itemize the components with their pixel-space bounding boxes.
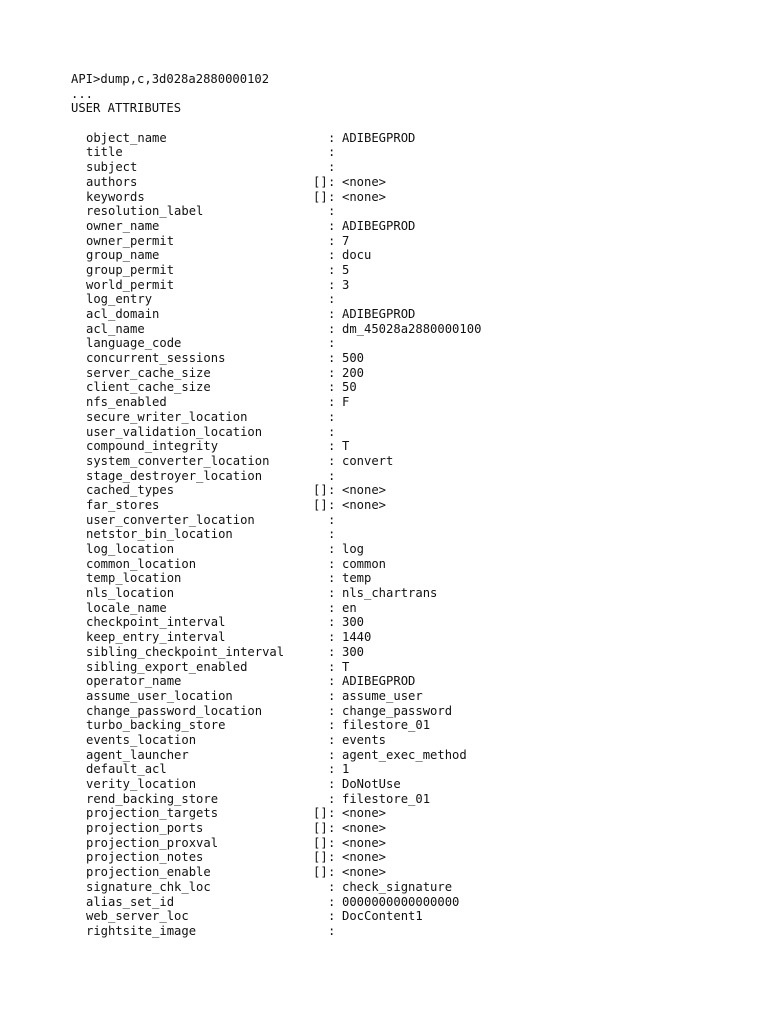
attribute-separator: : (328, 145, 336, 160)
attribute-name: cached_types (86, 483, 175, 498)
attribute-name: nls_location (86, 586, 175, 601)
attribute-name: turbo_backing_store (86, 718, 226, 733)
attribute-value: filestore_01 (342, 791, 431, 806)
attribute-separator: : (328, 865, 336, 880)
attribute-value: filestore_01 (342, 718, 431, 733)
attribute-separator: : (328, 791, 336, 806)
attribute-row (71, 836, 751, 851)
attribute-row (71, 263, 751, 278)
attribute-row (71, 924, 751, 939)
attribute-separator: : (328, 732, 336, 747)
attribute-row (71, 190, 751, 205)
attribute-name: signature_chk_loc (86, 879, 211, 894)
attribute-separator: : (328, 688, 336, 703)
attribute-row (71, 704, 751, 719)
attribute-separator: : (328, 777, 336, 791)
attribute-name: projection_proxval (86, 835, 219, 850)
attribute-row (71, 351, 751, 366)
attribute-name: subject (86, 160, 138, 175)
attribute-name: world_permit (86, 277, 175, 292)
attribute-value: ADIBEGPROD (342, 674, 416, 689)
attribute-row (71, 483, 751, 498)
attribute-separator: : (328, 483, 336, 498)
attribute-separator: : (328, 336, 336, 351)
attribute-separator: : (328, 630, 336, 645)
attribute-array-marker: [] (313, 497, 328, 512)
attribute-row (71, 204, 751, 219)
attribute-name: operator_name (86, 674, 182, 689)
attribute-array-marker: [] (313, 174, 328, 189)
attribute-separator: : (328, 174, 336, 189)
attribute-row (71, 689, 751, 704)
attribute-separator: : (328, 659, 336, 674)
attribute-name: title (86, 145, 123, 160)
attribute-array-marker: [] (313, 850, 328, 865)
attribute-name: assume_user_location (86, 688, 233, 703)
attribute-value: <none> (342, 497, 387, 512)
attribute-name: temp_location (86, 571, 182, 586)
attribute-name: group_permit (86, 262, 175, 277)
attribute-name: projection_ports (86, 821, 204, 836)
attribute-row (71, 498, 751, 513)
attribute-name: sibling_export_enabled (86, 659, 248, 674)
attribute-separator: : (328, 292, 336, 307)
attribute-array-marker: [] (313, 835, 328, 850)
attribute-row (71, 527, 751, 542)
attribute-name: checkpoint_interval (86, 615, 226, 630)
api-dump-output (71, 72, 751, 939)
attribute-name: common_location (86, 556, 197, 571)
attribute-name: web_server_loc (86, 909, 189, 924)
attribute-name: authors (86, 174, 138, 189)
attribute-row (71, 865, 751, 880)
attribute-value: 0000000000000000 (342, 894, 460, 909)
attribute-array-marker: [] (313, 821, 328, 836)
attribute-name: locale_name (86, 600, 167, 615)
attribute-name: default_acl (86, 762, 167, 777)
attribute-value: 1440 (342, 630, 372, 645)
attribute-value: <none> (342, 821, 387, 836)
attribute-separator: : (328, 571, 336, 586)
attribute-value: DoNotUse (342, 777, 401, 791)
attribute-row (71, 160, 751, 175)
attribute-separator: : (328, 497, 336, 512)
attribute-separator: : (328, 130, 336, 145)
attribute-name: keywords (86, 189, 145, 204)
attribute-value: T (342, 439, 350, 454)
attribute-separator: : (328, 600, 336, 615)
attribute-value: 1 (342, 762, 350, 777)
attribute-row (71, 366, 751, 381)
attribute-name: user_converter_location (86, 512, 255, 527)
attribute-separator: : (328, 365, 336, 380)
attribute-array-marker: [] (313, 806, 328, 821)
attribute-separator: : (328, 909, 336, 924)
attribute-name: rightsite_image (86, 923, 197, 938)
command-line: API>dump,c,3d028a2880000102 (71, 72, 270, 86)
attribute-row (71, 762, 751, 777)
attribute-row (71, 909, 751, 924)
attribute-name: alias_set_id (86, 894, 175, 909)
attribute-separator: : (328, 821, 336, 836)
attribute-row (71, 895, 751, 910)
attribute-list (71, 131, 751, 939)
attribute-separator: : (328, 189, 336, 204)
attribute-value: <none> (342, 865, 387, 880)
attribute-row (71, 630, 751, 645)
attribute-separator: : (328, 879, 336, 894)
attribute-row (71, 248, 751, 263)
attribute-row (71, 307, 751, 322)
attribute-row (71, 542, 751, 557)
attribute-value: <none> (342, 835, 387, 850)
attribute-separator: : (328, 586, 336, 601)
attribute-row (71, 733, 751, 748)
attribute-row (71, 792, 751, 807)
attribute-array-marker: [] (313, 483, 328, 498)
attribute-value: 300 (342, 644, 365, 659)
attribute-name: language_code (86, 336, 182, 351)
attribute-name: netstor_bin_location (86, 527, 233, 542)
attribute-separator: : (328, 468, 336, 483)
attribute-separator: : (328, 542, 336, 556)
attribute-value: 3 (342, 277, 350, 292)
attribute-row (71, 586, 751, 601)
attribute-value: common (342, 556, 387, 571)
attribute-separator: : (328, 453, 336, 468)
attribute-value: F (342, 395, 350, 410)
attribute-value: agent_exec_method (342, 747, 467, 762)
ellipsis-line: ... (71, 86, 94, 101)
blank-line (71, 116, 751, 131)
attribute-value: 5 (342, 262, 350, 277)
attribute-row (71, 821, 751, 836)
attribute-name: user_validation_location (86, 424, 263, 439)
attribute-value: dm_45028a2880000100 (342, 321, 482, 336)
attribute-row (71, 145, 751, 160)
attribute-row (71, 278, 751, 293)
attribute-name: owner_name (86, 218, 160, 233)
attribute-row (71, 660, 751, 675)
attribute-separator: : (328, 409, 336, 424)
attribute-separator: : (328, 615, 336, 630)
attribute-separator: : (328, 233, 336, 248)
attribute-separator: : (328, 806, 336, 821)
attribute-separator: : (328, 439, 336, 454)
attribute-value: temp (342, 571, 372, 586)
attribute-row (71, 410, 751, 425)
attribute-name: keep_entry_interval (86, 630, 226, 645)
attribute-value: docu (342, 248, 372, 263)
attribute-separator: : (328, 718, 336, 733)
attribute-value: <none> (342, 806, 387, 821)
attribute-value: convert (342, 453, 394, 468)
attribute-row (71, 439, 751, 454)
attribute-row (71, 219, 751, 234)
attribute-name: log_entry (86, 292, 153, 307)
attribute-separator: : (328, 644, 336, 659)
attribute-value: en (342, 600, 357, 615)
attribute-separator: : (328, 424, 336, 439)
attribute-name: compound_integrity (86, 439, 219, 454)
attribute-name: secure_writer_location (86, 409, 248, 424)
attribute-name: rend_backing_store (86, 791, 219, 806)
attribute-value: 200 (342, 365, 365, 380)
attribute-row (71, 601, 751, 616)
attribute-row (71, 674, 751, 689)
attribute-separator: : (328, 321, 336, 336)
attribute-separator: : (328, 835, 336, 850)
attribute-separator: : (328, 395, 336, 410)
attribute-name: owner_permit (86, 233, 175, 248)
attribute-separator: : (328, 747, 336, 762)
attribute-value: nls_chartrans (342, 586, 438, 601)
attribute-value: <none> (342, 174, 387, 189)
attribute-row (71, 469, 751, 484)
attribute-value: ADIBEGPROD (342, 130, 416, 145)
attribute-name: projection_notes (86, 850, 204, 865)
attribute-separator: : (328, 262, 336, 277)
attribute-separator: : (328, 674, 336, 689)
attribute-value: 50 (342, 380, 357, 395)
attribute-row (71, 718, 751, 733)
attribute-name: resolution_label (86, 204, 204, 219)
attribute-separator: : (328, 556, 336, 571)
attribute-value: assume_user (342, 688, 423, 703)
attribute-row (71, 234, 751, 249)
attribute-value: 500 (342, 351, 365, 366)
attribute-name: nfs_enabled (86, 395, 167, 410)
attribute-separator: : (328, 351, 336, 366)
attribute-row (71, 571, 751, 586)
attribute-value: log (342, 542, 365, 556)
attribute-name: projection_targets (86, 806, 219, 821)
attribute-name: agent_launcher (86, 747, 189, 762)
attribute-row (71, 748, 751, 763)
attribute-name: projection_enable (86, 865, 211, 880)
attribute-value: DocContent1 (342, 909, 423, 924)
attribute-row (71, 336, 751, 351)
attribute-name: stage_destroyer_location (86, 468, 263, 483)
attribute-separator: : (328, 527, 336, 542)
attribute-name: object_name (86, 130, 167, 145)
attribute-row (71, 645, 751, 660)
attribute-value: <none> (342, 189, 387, 204)
attribute-name: concurrent_sessions (86, 351, 226, 366)
attribute-row (71, 454, 751, 469)
attribute-value: <none> (342, 483, 387, 498)
attribute-separator: : (328, 248, 336, 263)
attribute-row (71, 292, 751, 307)
attribute-name: server_cache_size (86, 365, 211, 380)
attribute-value: <none> (342, 850, 387, 865)
attribute-value: ADIBEGPROD (342, 307, 416, 321)
attribute-name: events_location (86, 732, 197, 747)
attribute-name: far_stores (86, 497, 160, 512)
attribute-name: client_cache_size (86, 380, 211, 395)
attribute-separator: : (328, 160, 336, 175)
attribute-name: change_password_location (86, 703, 263, 718)
attribute-row (71, 131, 751, 146)
attribute-row (71, 557, 751, 572)
attribute-row (71, 322, 751, 337)
attribute-value: 7 (342, 233, 350, 248)
attribute-row (71, 777, 751, 792)
attribute-name: system_converter_location (86, 453, 270, 468)
attribute-name: log_location (86, 542, 175, 556)
attribute-separator: : (328, 380, 336, 395)
attribute-value: change_password (342, 703, 453, 718)
attribute-separator: : (328, 762, 336, 777)
attribute-name: acl_domain (86, 307, 160, 321)
attribute-value: 300 (342, 615, 365, 630)
attribute-array-marker: [] (313, 189, 328, 204)
attribute-row (71, 425, 751, 440)
attribute-separator: : (328, 894, 336, 909)
attribute-name: sibling_checkpoint_interval (86, 644, 285, 659)
attribute-name: verity_location (86, 777, 197, 791)
attribute-name: group_name (86, 248, 160, 263)
attribute-row (71, 850, 751, 865)
attribute-separator: : (328, 703, 336, 718)
attribute-row (71, 806, 751, 821)
attribute-value: ADIBEGPROD (342, 218, 416, 233)
attribute-row (71, 880, 751, 895)
attribute-separator: : (328, 850, 336, 865)
attribute-value: check_signature (342, 879, 453, 894)
attribute-row (71, 380, 751, 395)
attribute-separator: : (328, 923, 336, 938)
attribute-row (71, 513, 751, 528)
attribute-separator: : (328, 307, 336, 321)
attribute-array-marker: [] (313, 865, 328, 880)
attribute-name: acl_name (86, 321, 145, 336)
attribute-row (71, 395, 751, 410)
attribute-separator: : (328, 512, 336, 527)
attribute-row (71, 615, 751, 630)
attribute-value: events (342, 732, 387, 747)
attribute-separator: : (328, 204, 336, 219)
attribute-row (71, 175, 751, 190)
attribute-value: T (342, 659, 350, 674)
attribute-separator: : (328, 277, 336, 292)
section-title: USER ATTRIBUTES (71, 101, 182, 116)
attribute-separator: : (328, 218, 336, 233)
